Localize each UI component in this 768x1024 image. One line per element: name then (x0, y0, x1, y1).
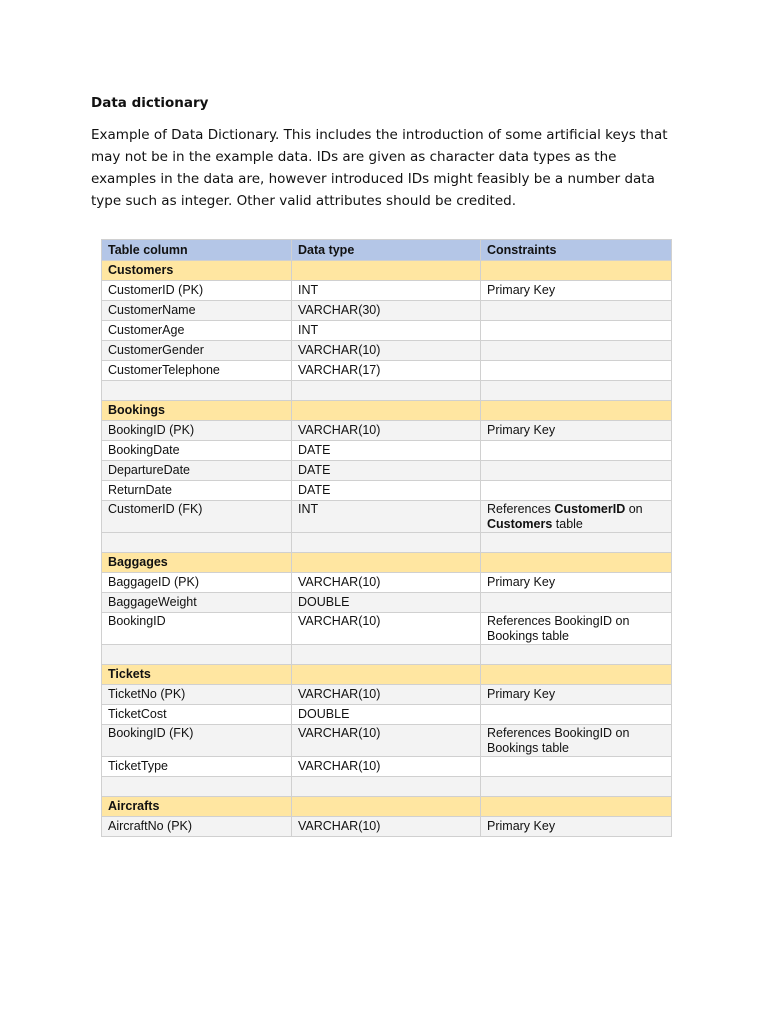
cell-type: INT (292, 281, 481, 301)
cell-constraint (481, 481, 672, 501)
spacer-row (102, 777, 672, 797)
section-title: Bookings (102, 401, 292, 421)
cell-column: BookingDate (102, 441, 292, 461)
cell-column: ReturnDate (102, 481, 292, 501)
cell-column: CustomerAge (102, 321, 292, 341)
spacer-row (102, 381, 672, 401)
cell-constraint (481, 321, 672, 341)
cell-type: VARCHAR(10) (292, 341, 481, 361)
spacer-row (102, 645, 672, 665)
cell-constraint: Primary Key (481, 685, 672, 705)
table-header-row (102, 240, 672, 261)
cell-constraint (481, 757, 672, 777)
cell-column: CustomerGender (102, 341, 292, 361)
header-data-type: Data type (292, 240, 481, 261)
cell-column: TicketNo (PK) (102, 685, 292, 705)
cell-column: CustomerID (PK) (102, 281, 292, 301)
cell-constraint (481, 441, 672, 461)
document-heading: Data dictionary (91, 95, 209, 111)
cell-column: BookingID (FK) (102, 725, 292, 757)
table-row (102, 725, 672, 757)
table-row (102, 613, 672, 645)
cell-type: VARCHAR(30) (292, 301, 481, 321)
table-row (102, 501, 672, 533)
cell-constraint: Primary Key (481, 281, 672, 301)
constraint-post: table (552, 517, 583, 531)
cell-type: DOUBLE (292, 593, 481, 613)
cell-column: CustomerID (FK) (102, 501, 292, 533)
cell-column: BookingID (PK) (102, 421, 292, 441)
cell-type: VARCHAR(10) (292, 421, 481, 441)
cell-type: DATE (292, 481, 481, 501)
constraint-pre: References (487, 502, 555, 516)
cell-constraint: References BookingID on Bookings table (481, 725, 672, 757)
table-row (102, 421, 672, 441)
table-row (102, 481, 672, 501)
cell-type: VARCHAR(10) (292, 573, 481, 593)
cell-type: DATE (292, 461, 481, 481)
table-row (102, 301, 672, 321)
cell-column: DepartureDate (102, 461, 292, 481)
header-constraints: Constraints (481, 240, 672, 261)
cell-type: VARCHAR(10) (292, 685, 481, 705)
section-row-customers (102, 261, 672, 281)
constraint-ref-table: Customers (487, 517, 553, 531)
constraint-mid: on (625, 502, 643, 516)
header-table-column: Table column (102, 240, 292, 261)
section-title: Tickets (102, 665, 292, 685)
cell-constraint (481, 705, 672, 725)
spacer-row (102, 533, 672, 553)
cell-column: AircraftNo (PK) (102, 817, 292, 837)
cell-column: BookingID (102, 613, 292, 645)
table-row (102, 705, 672, 725)
table-row (102, 441, 672, 461)
cell-type: VARCHAR(10) (292, 757, 481, 777)
table-row (102, 361, 672, 381)
cell-constraint (481, 501, 672, 533)
table-row (102, 593, 672, 613)
cell-constraint (481, 361, 672, 381)
table-row (102, 757, 672, 777)
section-row-tickets (102, 665, 672, 685)
intro-paragraph: Example of Data Dictionary. This includes the introduction of some artificial keys that may not be in the example data. IDs are given as character data types as the examples in the data are, however introduced IDs might feasibly be a number data type such as integer. Other valid attributes should be credited. (91, 127, 668, 209)
cell-column: CustomerTelephone (102, 361, 292, 381)
cell-column: TicketType (102, 757, 292, 777)
section-row-aircrafts (102, 797, 672, 817)
cell-type: DATE (292, 441, 481, 461)
section-title: Customers (102, 261, 292, 281)
cell-type: VARCHAR(10) (292, 817, 481, 837)
cell-type: INT (292, 501, 481, 533)
cell-column: CustomerName (102, 301, 292, 321)
cell-constraint: Primary Key (481, 573, 672, 593)
cell-column: TicketCost (102, 705, 292, 725)
cell-type: DOUBLE (292, 705, 481, 725)
cell-constraint (481, 593, 672, 613)
table-row (102, 321, 672, 341)
section-title: Baggages (102, 553, 292, 573)
table-row (102, 685, 672, 705)
cell-constraint: Primary Key (481, 421, 672, 441)
cell-type: VARCHAR(10) (292, 613, 481, 645)
section-title: Aircrafts (102, 797, 292, 817)
constraint-ref-column: CustomerID (554, 502, 626, 516)
data-dictionary-table (101, 239, 672, 837)
cell-constraint (481, 461, 672, 481)
cell-type: INT (292, 321, 481, 341)
table-row (102, 461, 672, 481)
section-row-bookings (102, 401, 672, 421)
cell-type: VARCHAR(17) (292, 361, 481, 381)
table-row (102, 341, 672, 361)
section-row-baggages (102, 553, 672, 573)
cell-constraint (481, 301, 672, 321)
cell-constraint: References BookingID on Bookings table (481, 613, 672, 645)
cell-constraint (481, 341, 672, 361)
table-row (102, 573, 672, 593)
table-row (102, 817, 672, 837)
cell-column: BaggageWeight (102, 593, 292, 613)
table-row (102, 281, 672, 301)
cell-constraint: Primary Key (481, 817, 672, 837)
cell-type: VARCHAR(10) (292, 725, 481, 757)
cell-column: BaggageID (PK) (102, 573, 292, 593)
